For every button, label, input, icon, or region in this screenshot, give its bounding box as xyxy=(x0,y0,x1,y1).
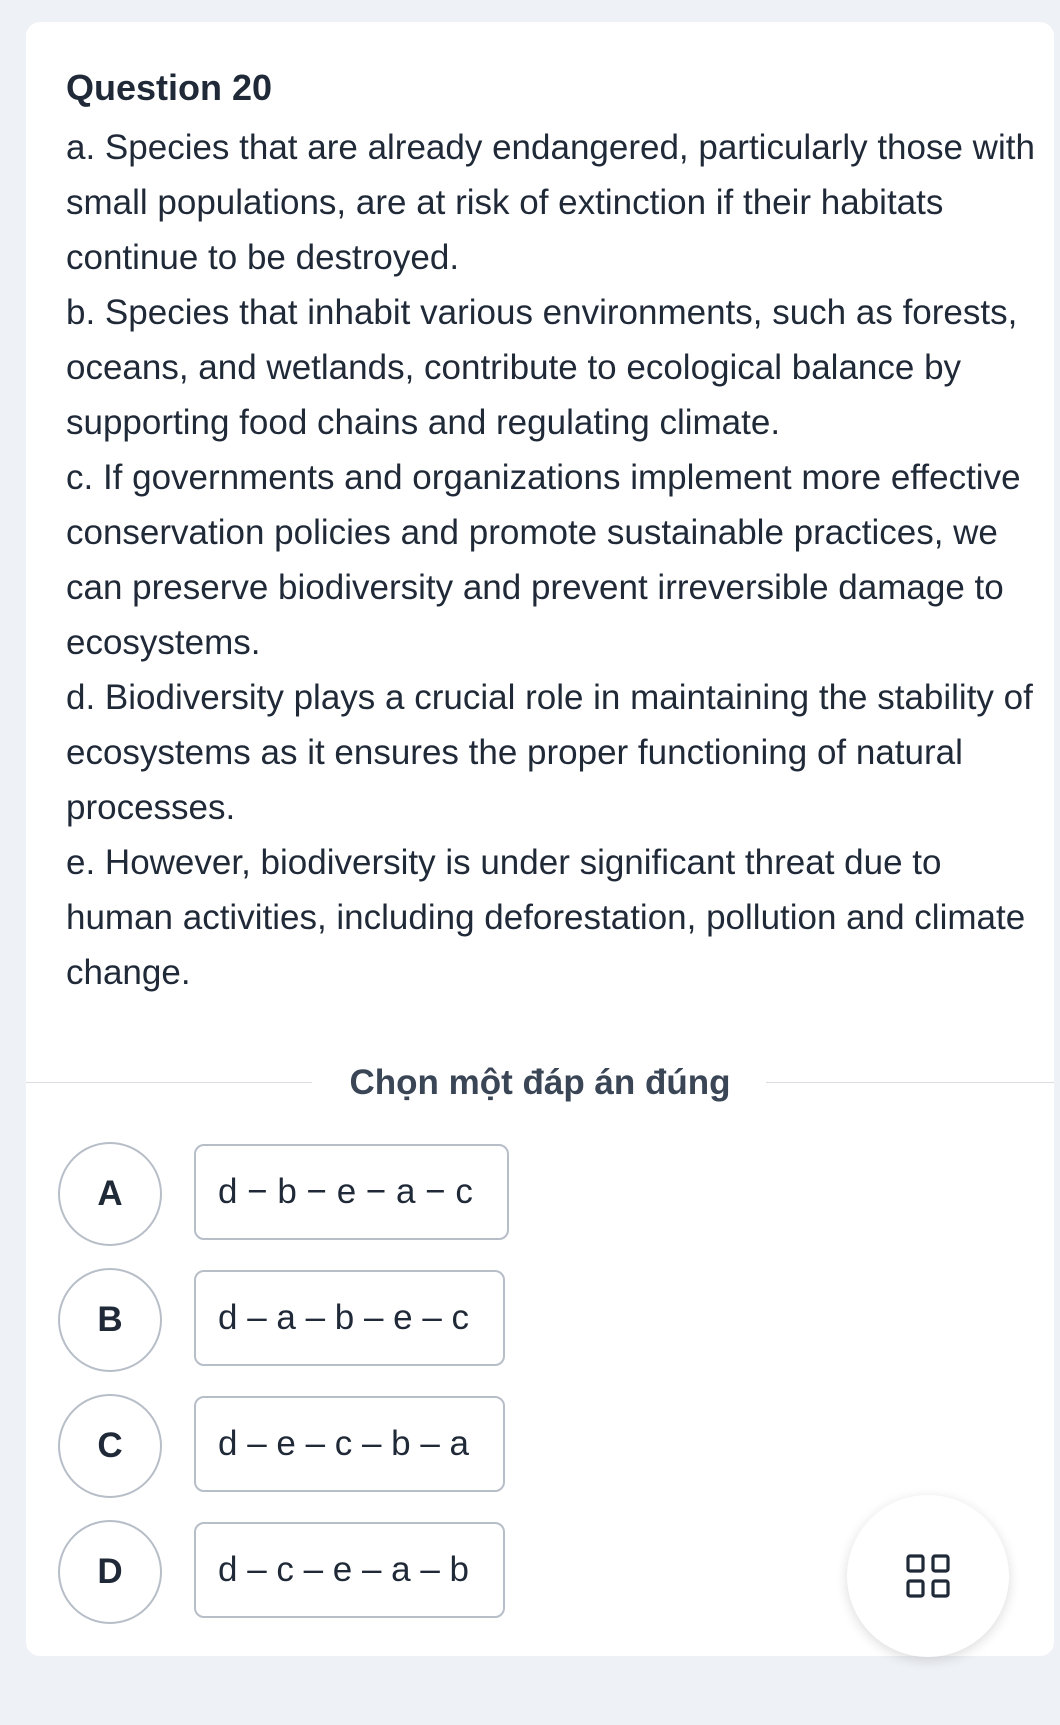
option-a-letter[interactable]: A xyxy=(58,1142,162,1246)
question-body xyxy=(66,120,1041,1000)
option-c-answer[interactable]: d – e – c – b – a xyxy=(194,1396,505,1492)
option-a-answer[interactable]: d − b − e − a − c xyxy=(194,1144,509,1240)
option-d-letter[interactable]: D xyxy=(58,1520,162,1624)
question-card xyxy=(26,22,1054,1656)
option-b-answer[interactable]: d – a – b – e – c xyxy=(194,1270,505,1366)
statement-a: a. Species that are already endangered, particularly those with small populations, are at risk of extinction if their habitats continue to be destroyed. xyxy=(66,128,1035,277)
instruction-text: Chọn một đáp án đúng xyxy=(349,1063,731,1102)
instruction-divider xyxy=(26,1058,1054,1108)
option-b-letter[interactable]: B xyxy=(58,1268,162,1372)
statement-c: c. If governments and organizations implement more effective conservation policies and promote sustainable practices, we can preserve biodiversity and prevent irreversible damage to ecosystems. xyxy=(66,458,1021,662)
statement-d: d. Biodiversity plays a crucial role in maintaining the stability of ecosystems as it ensures the proper functioning of natural processes. xyxy=(66,678,1033,827)
divider-line-left xyxy=(26,1082,312,1083)
divider-line-right xyxy=(766,1082,1054,1083)
statement-e: e. However, biodiversity is under significant threat due to human activities, including deforestation, pollution and climate change. xyxy=(66,843,1026,992)
question-title: Question 20 xyxy=(66,67,273,108)
statement-b: b. Species that inhabit various environments, such as forests, oceans, and wetlands, contribute to ecological balance by supporting food chains and regulating climate. xyxy=(66,293,1018,442)
question-grid-button[interactable] xyxy=(847,1495,1009,1657)
option-d-answer[interactable]: d – c – e – a – b xyxy=(194,1522,505,1618)
grid-menu-icon xyxy=(905,1553,951,1599)
option-c-letter[interactable]: C xyxy=(58,1394,162,1498)
